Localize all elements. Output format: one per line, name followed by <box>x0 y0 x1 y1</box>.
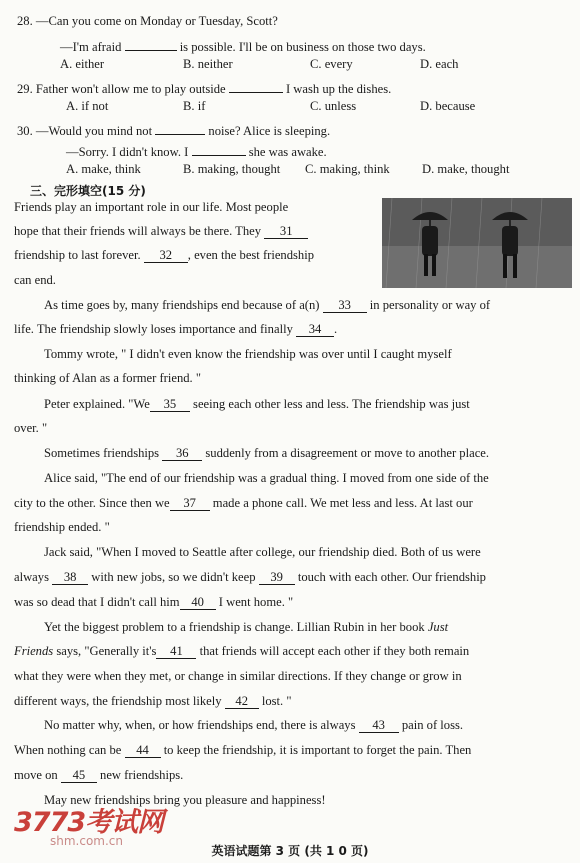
p4-line1-text: Peter explained. "We <box>44 397 150 411</box>
p9-line1-end: pain of loss. <box>401 718 464 732</box>
q29-number: 29. <box>17 82 33 96</box>
q30-blank-2 <box>192 141 246 156</box>
p2-line1-end: in personality or way of <box>369 298 491 312</box>
p6-line3: friendship ended. " <box>14 520 110 534</box>
p7-line2 <box>14 570 486 585</box>
blank-39: 39 <box>259 570 295 585</box>
q28-number: 28. <box>17 14 33 28</box>
watermark-logo: 3773考试网 <box>14 807 164 838</box>
p8-line1-text: Yet the biggest problem to a friendship is change. Lillian Rubin in her book <box>44 620 425 634</box>
q30-line1-end: noise? Alice is sleeping. <box>208 124 331 138</box>
p8-book-title-part2: Friends <box>14 644 54 658</box>
p8-line1 <box>44 620 448 635</box>
p7-line3 <box>14 595 293 610</box>
q28-option-d: D. each <box>420 57 459 71</box>
p7-line2-end: touch with each other. Our friendship <box>297 570 486 584</box>
blank-43: 43 <box>359 718 399 733</box>
p8-line2 <box>14 644 469 659</box>
p1-line4: can end. <box>14 273 56 287</box>
q30-option-b: B. making, thought <box>183 162 281 176</box>
p2-line2-end: . <box>334 322 338 336</box>
p7-line2-start: always <box>14 570 49 584</box>
q28-option-b: B. neither <box>183 57 233 71</box>
passage-photo <box>382 198 572 288</box>
watermark-url: shm.com.cn <box>50 834 124 848</box>
blank-34: 34 <box>296 322 334 337</box>
p3-line1: Tommy wrote, " I didn't even know the friendship was over until I caught myself <box>44 347 452 361</box>
p8-line3: what they were when they met, or change in similar directions. If they change or grow in <box>14 669 462 683</box>
p4-line2: over. " <box>14 421 48 435</box>
blank-44: 44 <box>125 743 161 758</box>
p5-line1-text: Sometimes friendships <box>44 446 160 460</box>
p9-line1-text: No matter why, when, or how friendships end, there is always <box>44 718 356 732</box>
p1-line2 <box>14 224 308 239</box>
blank-31: 31 <box>264 224 308 239</box>
q28-line2-end: is possible. I'll be on business on those two days. <box>179 40 426 54</box>
blank-45: 45 <box>61 768 97 783</box>
p9-line2-text: When nothing can be <box>14 743 122 757</box>
q30-option-a: A. make, think <box>66 162 141 176</box>
q30-line2-end: she was awake. <box>248 145 327 159</box>
q30-line1-start: —Would you mind not <box>35 124 153 138</box>
p9-line3 <box>14 768 183 783</box>
p7-line3-end: I went home. " <box>218 595 294 609</box>
p8-line4-text: different ways, the friendship most likely <box>14 694 222 708</box>
p1-line3-end: , even the best friendship <box>187 248 315 262</box>
blank-42: 42 <box>225 694 259 709</box>
page-footer: 英语试题第 3 页 (共 1 0 页) <box>211 844 369 858</box>
p3-line2: thinking of Alan as a former friend. " <box>14 371 201 385</box>
p8-book-title-part1: Just <box>427 620 449 634</box>
q30-line2-start: —Sorry. I didn't know. I <box>66 145 189 159</box>
q29-line1-start: Father won't allow me to play outside <box>35 82 226 96</box>
p1-line3 <box>14 248 314 263</box>
section-heading: 三、完形填空(15 分) <box>30 184 146 198</box>
blank-36: 36 <box>162 446 202 461</box>
p4-line1 <box>44 397 470 412</box>
q30-stem <box>17 120 330 139</box>
q28-stem <box>17 14 278 29</box>
p8-line4 <box>14 694 291 709</box>
blank-41: 41 <box>156 644 196 659</box>
p10-line1: May new friendships bring you pleasure and happiness! <box>44 793 326 807</box>
blank-32: 32 <box>144 248 188 263</box>
q28-line2-start: —I'm afraid <box>60 40 122 54</box>
q29-option-a: A. if not <box>66 99 109 113</box>
umbrella-figures-illustration <box>382 198 572 288</box>
q30-number: 30. <box>17 124 33 138</box>
p6-line1: Alice said, "The end of our friendship was a gradual thing. I moved from one side of the <box>44 471 489 485</box>
p4-line1-end: seeing each other less and less. The friendship was just <box>193 397 470 411</box>
q29-option-b: B. if <box>183 99 206 113</box>
q30-blank-1 <box>155 120 205 135</box>
p6-line2-end: made a phone call. We met less and less. At last our <box>212 496 473 510</box>
q28-line1: —Can you come on Monday or Tuesday, Scott? <box>35 14 278 28</box>
p8-line2-text: says, "Generally it's <box>56 644 157 658</box>
p1-line3-text: friendship to last forever. <box>14 248 141 262</box>
p8-line4-end: lost. " <box>261 694 292 708</box>
q30-option-c: C. making, think <box>305 162 390 176</box>
p5-line1 <box>44 446 489 461</box>
q28-line2 <box>60 36 426 55</box>
p7-line1: Jack said, "When I moved to Seattle after college, our friendship died. Both of us were <box>44 545 481 559</box>
q29-stem <box>17 78 391 97</box>
blank-40: 40 <box>180 595 216 610</box>
p5-line1-end: suddenly from a disagreement or move to another place. <box>205 446 490 460</box>
p9-line3-end: new friendships. <box>100 768 184 782</box>
p6-line2-text: city to the other. Since then we <box>14 496 170 510</box>
p8-line2-end: that friends will accept each other if they both remain <box>199 644 470 658</box>
p9-line2 <box>14 743 471 758</box>
p2-line2 <box>14 322 337 337</box>
p2-line1-text: As time goes by, many friendships end because of a(n) <box>44 298 320 312</box>
blank-35: 35 <box>150 397 190 412</box>
blank-38: 38 <box>52 570 88 585</box>
p9-line3-text: move on <box>14 768 58 782</box>
blank-37: 37 <box>170 496 210 511</box>
q28-option-a: A. either <box>60 57 105 71</box>
q28-blank <box>125 36 177 51</box>
q28-option-c: C. every <box>310 57 353 71</box>
q29-option-c: C. unless <box>310 99 357 113</box>
p6-line2 <box>14 496 473 511</box>
q30-line2 <box>66 141 327 160</box>
q29-blank <box>229 78 283 93</box>
q29-option-d: D. because <box>420 99 476 113</box>
p7-line2-mid: with new jobs, so we didn't keep <box>91 570 256 584</box>
p9-line2-end: to keep the friendship, it is important to forget the pain. Then <box>163 743 472 757</box>
p1-line1: Friends play an important role in our life. Most people <box>14 200 289 214</box>
p9-line1 <box>44 718 463 733</box>
p2-line2-text: life. The friendship slowly loses importance and finally <box>14 322 293 336</box>
p1-line2-text: hope that their friends will always be there. They <box>14 224 262 238</box>
p7-line3-text: was so dead that I didn't call him <box>14 595 180 609</box>
p2-line1 <box>44 298 490 313</box>
blank-33: 33 <box>323 298 367 313</box>
q30-option-d: D. make, thought <box>422 162 510 176</box>
q29-line1-end: I wash up the dishes. <box>285 82 392 96</box>
